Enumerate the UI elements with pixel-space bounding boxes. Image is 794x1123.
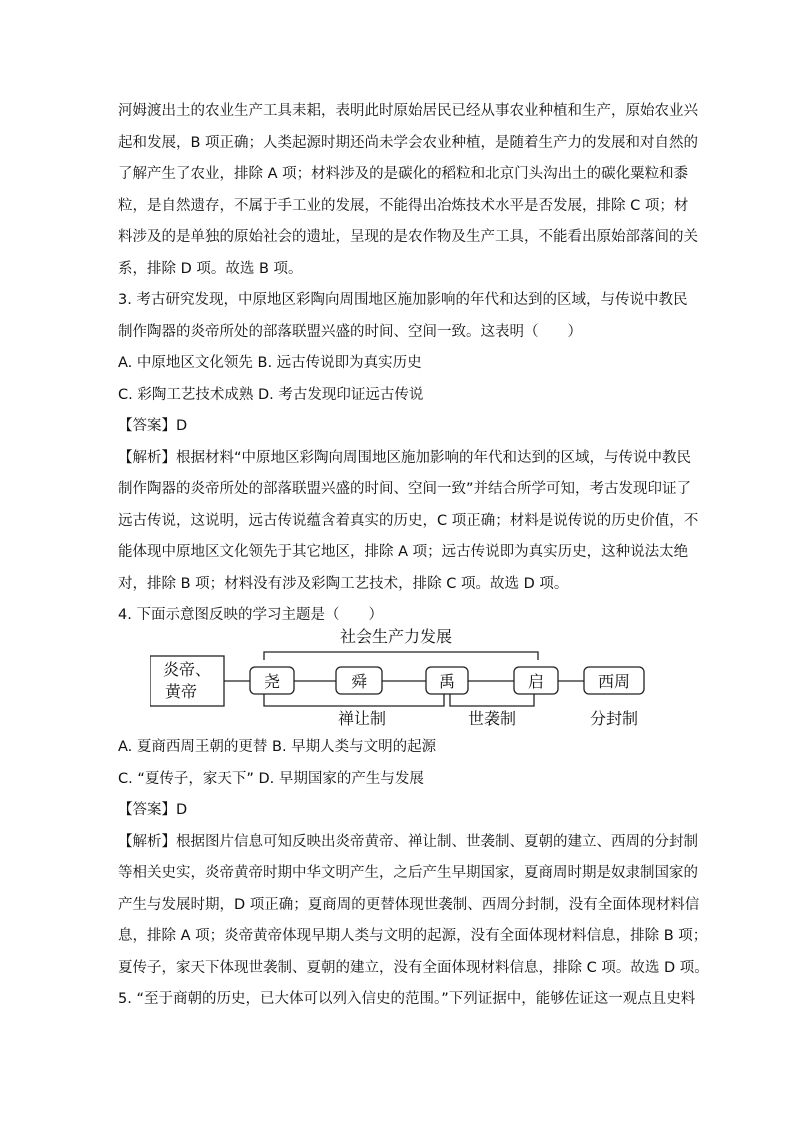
node-yu-label: 禹 [438,672,456,691]
text-line: 起和发展，B 项正确；人类起源时期还尚未学会农业种植，是随着生产力的发展和对自然的 [118,134,699,151]
left-box-line-2: 黄帝 [164,682,198,701]
analysis-4: 产生与发展时期，D 项正确；夏商周的更替体现世袭制、西周分封制，没有全面体现材料信 [118,896,700,913]
question-3-stem: 3. 考古研究发现，中原地区彩陶向周围地区施加影响的年代和达到的区域，与传说中教民 [118,292,688,308]
analysis-3: 制作陶器的炎帝所处的部落联盟兴盛的时间、空间一致”并结合所学可知，考古发现印证了 [118,481,692,497]
analysis-3: 【解析】根据材料“中原地区彩陶向周围地区施加影响的年代和达到的区域，与传说中教民 [118,449,692,466]
question-5-stem: 5. “至于商朝的历史，已大体可以列入信史的范围。”下列证据中，能够佐证这一观点且史料 [118,991,696,1007]
node-xizhou-label: 西周 [597,672,631,691]
answer-3: 【答案】D [118,418,188,434]
text-line: 了解产生了农业，排除 A 项；材料涉及的是碳化的稻粒和北京门头沟出土的碳化粟粒和黍 [118,166,689,182]
question-3-stem: 制作陶器的炎帝所处的部落联盟兴盛的时间、空间一致。这表明（ ） [118,323,582,340]
question-4-options: A. 夏商西周王朝的更替 B. 早期人类与文明的起源 [118,739,437,755]
question-3-options: A. 中原地区文化领先 B. 远古传说即为真实历史 [118,355,422,371]
text-line: 粒，是自然遗存，不属于手工业的发展，不能得出冶炼技术水平是否发展，排除 C 项；材 [118,197,689,214]
answer-4: 【答案】D [118,802,188,818]
analysis-4: 等相关史实，炎帝黄帝时期中华文明产生，之后产生早期国家，夏商周时期是奴隶制国家的 [118,865,698,881]
analysis-4: 【解析】根据图片信息可知反映出炎帝黄帝、禅让制、世袭制、夏朝的建立、西周的分封制 [118,833,698,850]
label-shixi: 世袭制 [467,709,517,728]
text-section-lower [118,732,709,1016]
question-4-stem: 4. 下面示意图反映的学习主题是（ ） [118,607,383,623]
left-box-line-1: 炎帝、 [162,660,212,679]
question-3-options: C. 彩陶工艺技术成熟 D. 考古发现印证远古传说 [118,386,424,403]
analysis-3: 对，排除 B 项；材料没有涉及彩陶工艺技术，排除 C 项。故选 D 项。 [118,575,569,592]
label-shanrang: 禅让制 [337,709,387,728]
analysis-3: 远古传说，这说明，远古传说蕴含着真实的历史，C 项正确；材料是说传说的历史价值，不 [118,512,699,529]
node-qi-label: 启 [527,672,545,691]
question-4-options: C. “夏传子，家天下” D. 早期国家的产生与发展 [118,770,424,787]
analysis-3: 能体现中原地区文化领先于其它地区，排除 A 项；远古传说即为真实历史，这种说法太绝 [118,544,689,560]
analysis-4: 夏传子，家天下体现世袭制、夏朝的建立，没有全面体现材料信息，排除 C 项。故选 D 项。 [118,959,709,976]
text-line: 系，排除 D 项。故选 B 项。 [118,260,303,277]
text-section-upper [118,96,699,632]
text-line: 河姆渡出土的农业生产工具耒耜，表明此时原始居民已经从事农业种植和生产，原始农业兴 [118,103,698,119]
node-shun-label: 舜 [350,672,368,691]
label-fenfeng: 分封制 [589,709,639,728]
study-theme-diagram [150,620,660,740]
node-yao-label: 尧 [263,672,281,691]
top-label: 社会生产力发展 [339,627,453,646]
analysis-4: 息，排除 A 项；炎帝黄帝体现早期人类与文明的起源，没有全面体现材料信息，排除 B 项； [118,928,708,944]
text-line: 料涉及的是单独的原始社会的遗址，呈现的是农作物及生产工具，不能看出原始部落间的关 [118,229,698,245]
